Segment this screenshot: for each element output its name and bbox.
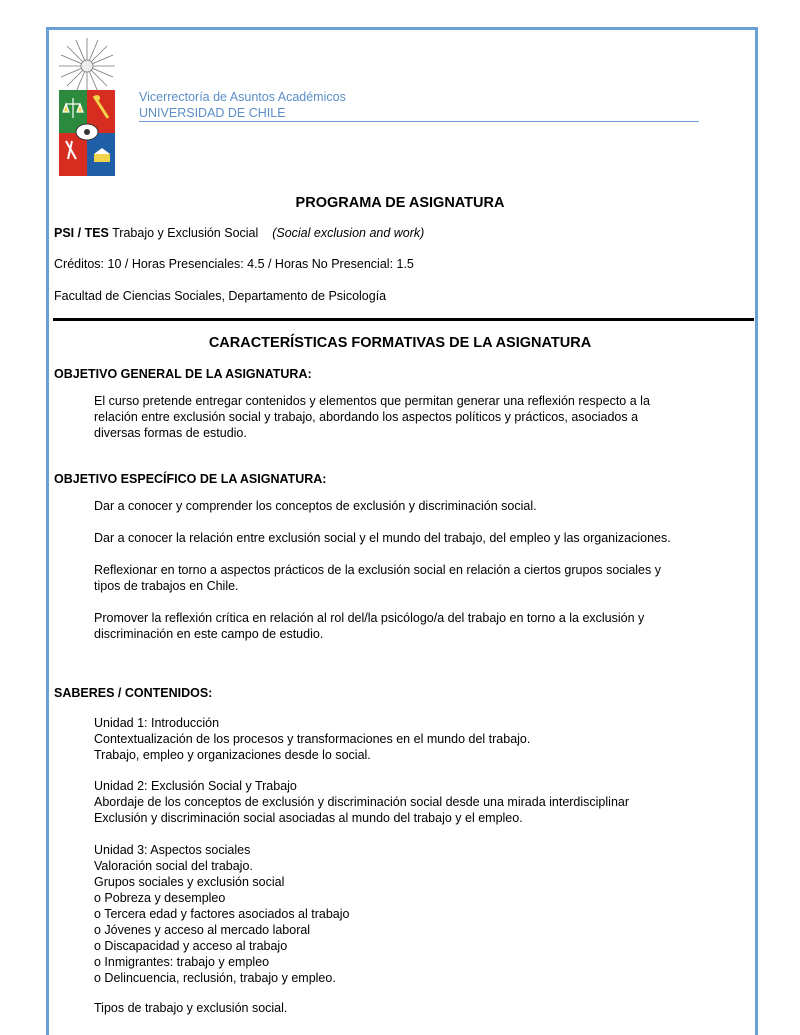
course-code: PSI / TES — [54, 226, 109, 240]
objetivo-especifico-item — [94, 562, 661, 594]
caracteristicas-title: CARACTERÍSTICAS FORMATIVAS DE LA ASIGNATURA — [208, 335, 592, 351]
unidad-line: o Inmigrantes: trabajo y empleo — [94, 955, 270, 969]
objetivo-especifico-item — [94, 530, 671, 546]
unidad-line: o Delincuencia, reclusión, trabajo y empleo. — [94, 971, 336, 985]
unidad-line: o Jóvenes y acceso al mercado laboral — [94, 923, 311, 937]
unidad-line: Exclusión y discriminación social asociadas al mundo del trabajo y el empleo. — [94, 811, 523, 825]
unidad-line: Valoración social del trabajo. — [94, 859, 253, 873]
programa-title: PROGRAMA DE ASIGNATURA — [295, 195, 505, 211]
unidad-1 — [94, 715, 530, 763]
unidad-line: Unidad 1: Introducción — [94, 716, 220, 730]
unidad-line: o Tercera edad y factores asociados al trabajo — [94, 907, 350, 921]
header-divider — [139, 121, 699, 122]
objetivo-especifico-line: Dar a conocer y comprender los conceptos de exclusión y discriminación social. — [94, 499, 537, 513]
course-line — [54, 225, 424, 241]
objetivo-especifico-line: Dar a conocer la relación entre exclusión social y el mundo del trabajo, del empleo y las organizaciones. — [94, 531, 671, 545]
objetivo-especifico-item — [94, 498, 537, 514]
unidad-line: Contextualización de los procesos y transformaciones en el mundo del trabajo. — [94, 732, 531, 746]
course-name-english: (Social exclusion and work) — [272, 226, 425, 240]
course-name: Trabajo y Exclusión Social — [112, 226, 259, 240]
unidad-2 — [94, 778, 629, 826]
objetivo-general-line: diversas formas de estudio. — [94, 426, 247, 440]
objetivo-especifico-line: discriminación en este campo de estudio. — [94, 627, 324, 641]
objetivo-especifico-item — [94, 610, 644, 642]
objetivo-especifico-line: tipos de trabajos en Chile. — [94, 579, 239, 593]
header-universidad: UNIVERSIDAD DE CHILE — [139, 106, 286, 120]
unidad-3 — [94, 842, 349, 986]
unidad-line: Unidad 2: Exclusión Social y Trabajo — [94, 779, 297, 793]
unidad-line: Abordaje de los conceptos de exclusión y discriminación social desde una mirada interdisciplinar — [94, 795, 630, 809]
objetivo-general-line: relación entre exclusión social y trabajo, abordando los aspectos políticos y prácticos, asociados a — [94, 410, 639, 424]
section-divider — [53, 318, 754, 321]
unidad-line: Grupos sociales y exclusión social — [94, 875, 285, 889]
saberes-heading: SABERES / CONTENIDOS: — [54, 686, 213, 700]
unidad-line: o Discapacidad y acceso al trabajo — [94, 939, 288, 953]
unidad-line: Trabajo, empleo y organizaciones desde lo social. — [94, 748, 371, 762]
objetivo-general-text — [94, 393, 650, 441]
objetivo-especifico-line: Reflexionar en torno a aspectos prácticos de la exclusión social en relación a ciertos grupos sociales y — [94, 563, 661, 577]
tipos-line: Tipos de trabajo y exclusión social. — [94, 1001, 288, 1015]
unidad-line: Unidad 3: Aspectos sociales — [94, 843, 251, 857]
objetivo-general-line: El curso pretende entregar contenidos y elementos que permitan generar una reflexión respecto a la — [94, 394, 650, 408]
objetivo-especifico-line: Promover la reflexión crítica en relación al rol del/la psicólogo/a del trabajo en torno a la exclusión y — [94, 611, 645, 625]
header-vicerrectoria: Vicerrectoría de Asuntos Académicos — [139, 90, 346, 104]
university-crest-logo — [58, 36, 116, 176]
unidad-line: o Pobreza y desempleo — [94, 891, 226, 905]
objetivo-especifico-heading: OBJETIVO ESPECÍFICO DE LA ASIGNATURA: — [54, 472, 327, 486]
objetivo-general-heading: OBJETIVO GENERAL DE LA ASIGNATURA: — [54, 367, 312, 381]
facultad-line: Facultad de Ciencias Sociales, Departamento de Psicología — [54, 289, 387, 303]
creditos-line: Créditos: 10 / Horas Presenciales: 4.5 / Horas No Presencial: 1.5 — [54, 257, 414, 271]
